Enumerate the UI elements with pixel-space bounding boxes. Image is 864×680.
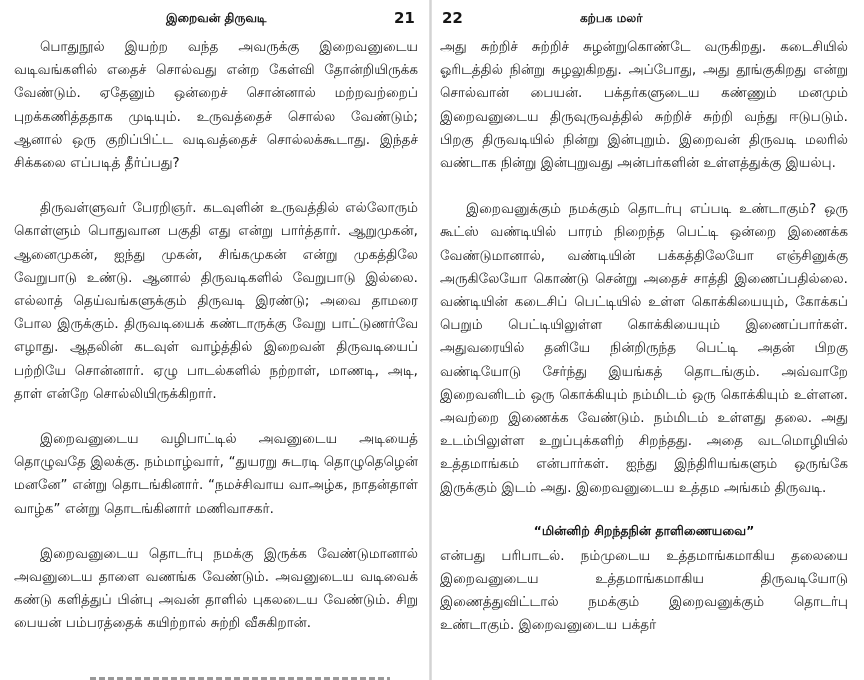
- right-page: [434, 0, 864, 680]
- right-page-body: [440, 36, 848, 661]
- right-page-number: 22: [442, 9, 463, 27]
- paragraph: இறைவனுக்கும் நமக்கும் தொடர்பு எப்படி உண்டாகும்? ஒரு கூட்ஸ் வண்டியில் பாரம் நிறைந்த பெட்டி ஒன்றை இணைக்க வேண்டுமானால், வண்டியின் பக்கத்திலேயோ எஞ்சினுக்கு அருகிலேயோ கொண்டு சென்று அதைச் சாத்தி இணைப்பதில்லை. வண்டியின் கடைசிப் பெட்டியில் உள்ள கொக்கியையும், கோக்கப் பெறும் பெட்டியிலுள்ள கொக்கியையும் இணைப்பார்கள். அதுவரையில் தனியே நின்றிருந்த பெட்டி அதன் பிறகு வண்டியோடு சேர்ந்து இயங்கத் தொடங்கும். அவ்வாறே இறைவனிடம் ஒரு கொக்கியும் நம்மிடம் ஒரு கொக்கியும் உள்ளன. அவற்றை இணைக்க வேண்டும். நம்மிடம் உள்ளது தலை. அது உடம்பிலுள்ள உறுப்புக்களிற் சிறந்தது. அதை வடமொழியில் உத்தமாங்கம் என்பார்கள். ஐந்து இந்திரியங்களும் ஒருங்கே இருக்கும் இடம் அது. இறைவனுடைய உத்தம அங்கம் திருவடி.: [440, 202, 848, 496]
- paragraph: இறைவனுடைய வழிபாட்டில் அவனுடைய அடியைத் தொழுவதே இலக்கு. நம்மாழ்வார், “துயரறு சுடரடி தொழுதெழென் மனனே” என்று தொடங்கினார். “நமச்சிவாய வாஅழ்க, நாதன்தாள் வாழ்க” என்று தொடங்கினார் மணிவாசகர்.: [14, 432, 418, 517]
- left-page-header: [0, 9, 428, 29]
- quotation-line: “மின்னிற் சிறந்தநின் தாளிணையவை”: [533, 522, 755, 538]
- left-page: [0, 0, 428, 680]
- paragraph: இறைவனுடைய தொடர்பு நமக்கு இருக்க வேண்டுமானால் அவனுடைய தாளை வணங்க வேண்டும். அவனுடைய வடிவைக் கண்டு களித்துப் பின்பு அவன் தாளில் புகலடைய வேண்டும். சிறு பையன் பம்பரத்தைக் கயிற்றால் சுற்றி வீசுகிறான்.: [14, 546, 418, 632]
- book-gutter: [429, 0, 432, 680]
- left-running-title: இறைவன் திருவடி: [166, 11, 267, 25]
- paragraph: என்பது பரிபாடல். நம்முடைய உத்தமாங்கமாகிய தலையை இறைவனுடைய உத்தமாங்கமாகிய திருவடியோடு இணைத்துவிட்டால் நமக்கும் இறைவனுக்கும் தொடர்பு உண்டாகும். இறைவனுடைய பக்தர்: [440, 548, 848, 634]
- left-page-body: [14, 36, 418, 658]
- paragraph: பொதுநூல் இயற்ற வந்த அவருக்கு இறைவனுடைய வடிவங்களில் எதைச் சொல்வது என்ற கேள்வி தோன்றியிருக்க வேண்டும். ஏதேனும் ஒன்றைச் சொன்னால் மற்றவற்றைப் புறக்கணித்ததாக முடியும். உருவத்தைச் சொல்ல வேண்டும்; ஆனால் ஒரு குறிப்பிட்ட வடிவத்தைச் சொல்லக்கூடாது. இந்தச் சிக்கலை எப்படித் தீர்ப்பது?: [14, 40, 418, 172]
- left-page-number: 21: [394, 9, 415, 27]
- right-page-header: [434, 9, 864, 29]
- paragraph: அது சுற்றிச் சுற்றிச் சுழன்றுகொண்டே வருகிறது. கடைசியில் ஓரிடத்தில் நின்று சுழலுகிறது. அப்போது, அது தூங்குகிறது என்று சொல்வான் பையன். பக்தர்களுடைய கண்ணும் மனமும் இறைவனுடைய திருவுருவத்தில் சுற்றிச் சுற்றி வந்து ஈடுபடும். பிறகு திருவடியில் நின்று இன்புறும். இறைவன் திருவடி மலரில் வண்டாக நின்று இன்புறுவது அன்பர்களின் உள்ளத்துக்கு இயல்பு.: [440, 40, 848, 172]
- paragraph: திருவள்ளுவர் பேரறிஞர். கடவுளின் உருவத்தில் எல்லோரும் கொள்ளும் பொதுவான பகுதி எது என்று பார்த்தார். ஆறுமுகன், ஆனைமுகன், ஐந்து முகன், சிங்கமுகன் என்று முகத்திலே வேறுபாடு உண்டு. ஆனால் திருவடிகளில் வேறுபாடு இல்லை. எல்லாத் தெய்வங்களுக்கும் திருவடி இரண்டு; அவை தாமரை போல இருக்கும். திருவடியைக் கண்டாருக்கு வேறு பாட்டுணர்வே எழாது. ஆதலின் கடவுள் வாழ்த்தில் இறைவன் திருவடியைப் பற்றியே சொன்னார். ஏழு பாடல்களில் நற்றாள், மாணடி, அடி, தாள் என்றே சொல்லியிருக்கிறார்.: [14, 201, 418, 402]
- right-running-title: கற்பக மலர்: [580, 11, 643, 25]
